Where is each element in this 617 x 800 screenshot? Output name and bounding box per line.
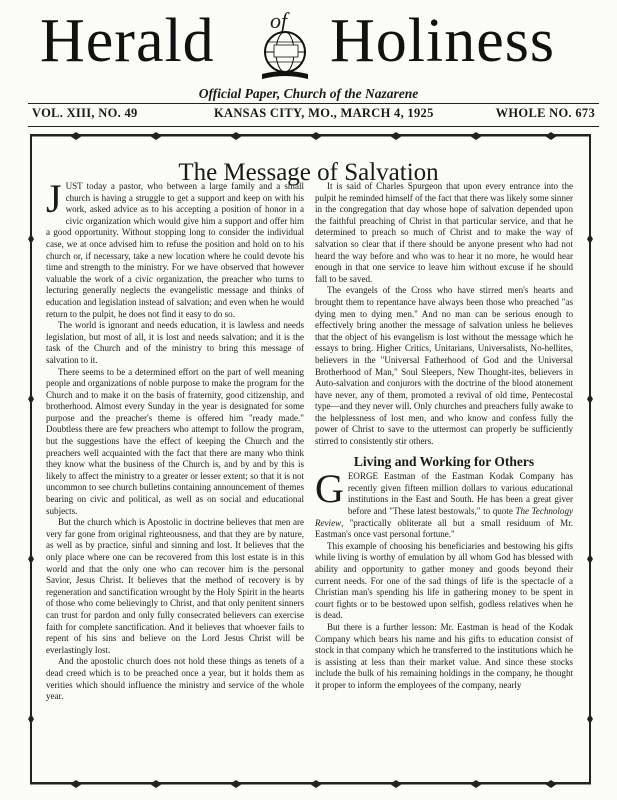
top-rule <box>28 103 599 104</box>
ornamental-border-right <box>586 134 594 784</box>
drop-cap-2: G <box>315 466 344 512</box>
paragraph-7: The evangels of the Cross who have stirred men's hearts and brought them to repentance have always been those who preached "as dying men to dying men." And no man can be serious enough to effectively bring another the message of salvation unless he believes that the object of his evangelism is lost without the message which he essays to bring. Higher Critics, Unitarians, Universalists, No-hellites, believers in the "Universal Fatherhood of God and the Universal Brotherhood of Man," Soul Sleepers, New Thought-ites, believers in Auto-salvation and conjurors with the doctrine of the blood atonement have never, any of them, promoted a revival of old time, Pentecostal type—and they never will. Only churches and preachers fully awake to the helplessness of lost men, and who know and confess fully the power of Christ to save to the uttermost can properly be sufficiently stirred to consistently stir others. <box>315 285 573 447</box>
masthead-of: of <box>270 8 288 33</box>
article-column-right <box>315 181 573 692</box>
paragraph-9: This example of choosing his beneficiaries and bestowing his gifts while living is worthy of emulation by all whom God has blessed with ability and opportunity to gather money and goods beyond their current needs. For one of the sad things of life is the spectacle of a Christian man's spending his life in gathering money to be spent in court fights or to be bestowed upon selfish, godless relatives when he is dead. <box>315 540 573 621</box>
paragraph-5: And the apostolic church does not hold these things as tenets of a dead creed which is to be preached once a year, but it holds them as verities which should influence the ministry and service of the whole year. <box>46 656 304 702</box>
drop-cap: J <box>46 176 62 221</box>
paragraph-1: JUST today a pastor, who between a large family and a small church is having a struggle to get a support and keep on with his work, asked advice as to his accepting a position of honor in a civic organization which would give him a support and offer him a good opportunity. Without stopping long to consider the individual case, we at once advised him to refuse the position and hold on to his church or, if necessary, take a new location where he could devote his time and strength to the ministry. For we have observed that however valuable the work of a civic organization, the preacher who turns to lecturing generally neglects the evangelistic message and thinks of education and legislation instead of salvation; and even when he would return to the pulpit, he does not find it easy to do so. <box>46 176 304 319</box>
paragraph-4: But the church which is Apostolic in doctrine believes that men are very far gone from original righteousness, and that they are by nature, as well as by practice, sinful and sinning and lost. It believes that the only place where one can be recovered from this lost estate is in this world and that the only one who can recover him is the personal Savior, Jesus Christ. It believes that the method of recovery is by regeneration and sanctification wrought by the Holy Spirit in the hearts of those who come believingly to Christ, and that only penitent sinners can trust for pardon and only fully consecrated believers can exercise faith for complete sanctification. And it believes that whoever fails to repent of his sins and believe on the Lord Jesus Christ will be everlastingly lost. <box>46 517 304 655</box>
volume-number: VOL. XIII, NO. 49 <box>32 106 138 120</box>
ornamental-border-left <box>27 134 35 784</box>
paragraph-6: It is said of Charles Spurgeon that upon every entrance into the pulpit he reminded himself of the fact that there was likely some sinner in the congregation that day whose hope of salvation depended upon the faithful preaching of Christ in that particular service, and that he determined to preach so much of Christ and to make the way of salvation so clear that if there should be anyone present who had not heard the way before and who was to hear it no more, he would hear enough in that one service to leave him without excuse if he should fall to be saved. <box>315 181 573 284</box>
paragraph-8: GEORGE Eastman of the Eastman Kodak Company has recently given fifteen million dollars to various educational institutions in the East and South. He has been a great giver before and "These latest bestowals," to quote The Technology Review, "practically obliterate all but a small residuum of Mr. Eastman's once vast personal fortune." <box>315 466 573 540</box>
ornamental-border-top <box>30 131 591 141</box>
paragraph-3: There seems to be a determined effort on the part of well meaning people and organizations of noble purpose to make the program for the Church and to make it on the basis of fraternity, good citizenship, and brotherhood. Almost every Sunday in the year is designated for some purpose and the preacher's theme is offered him "ready made." Doubtless there are few preachers who attempt to follow the program, but the suggestions have the effect of keeping the Church and the preachers well acquainted with the fact that there are many who think they know what the business of the Church is, and by and by this is likely to affect the ministry to a greater or lesser extent; so that it is not uncommon to see church bulletins containing announcement of themes bearing on civic and political, as well as on social and educational subjects. <box>46 366 304 516</box>
whole-number: WHOLE NO. 673 <box>495 106 595 120</box>
section-subheading: Living and Working for Others <box>353 453 535 469</box>
masthead-title-left: Herald <box>40 7 215 75</box>
paragraph-10: But there is a further lesson: Mr. Eastman is head of the Kodak Company which bears his name and his gifts to education consist of stock in that company which he transferred to the institutions which he is assisting at less than their market value. And since these stocks include the bulk of his remaining holdings in the company, he thought it proper to inform the employees of the company, nearly <box>315 621 573 690</box>
issue-info-bar <box>32 106 595 124</box>
globe-seal-icon <box>252 24 318 82</box>
masthead <box>0 4 617 82</box>
ornamental-border-bottom <box>30 779 591 789</box>
article-column-left <box>46 176 304 703</box>
paragraph-2: The world is ignorant and needs education, it is lawless and needs legislation, but most of all, it is lost and needs salvation; and it is the task of the Church and of the ministry to bring this message of salvation to it. <box>46 320 304 365</box>
dateline: KANSAS CITY, MO., MARCH 4, 1925 <box>214 106 434 120</box>
magazine-title: The Technology Review <box>315 506 573 528</box>
masthead-title-right: Holiness <box>330 7 555 75</box>
masthead-subtitle: Official Paper, Church of the Nazarene <box>198 86 419 101</box>
article-title: The Message of Salvation <box>178 159 439 186</box>
bottom-rule <box>28 126 599 127</box>
